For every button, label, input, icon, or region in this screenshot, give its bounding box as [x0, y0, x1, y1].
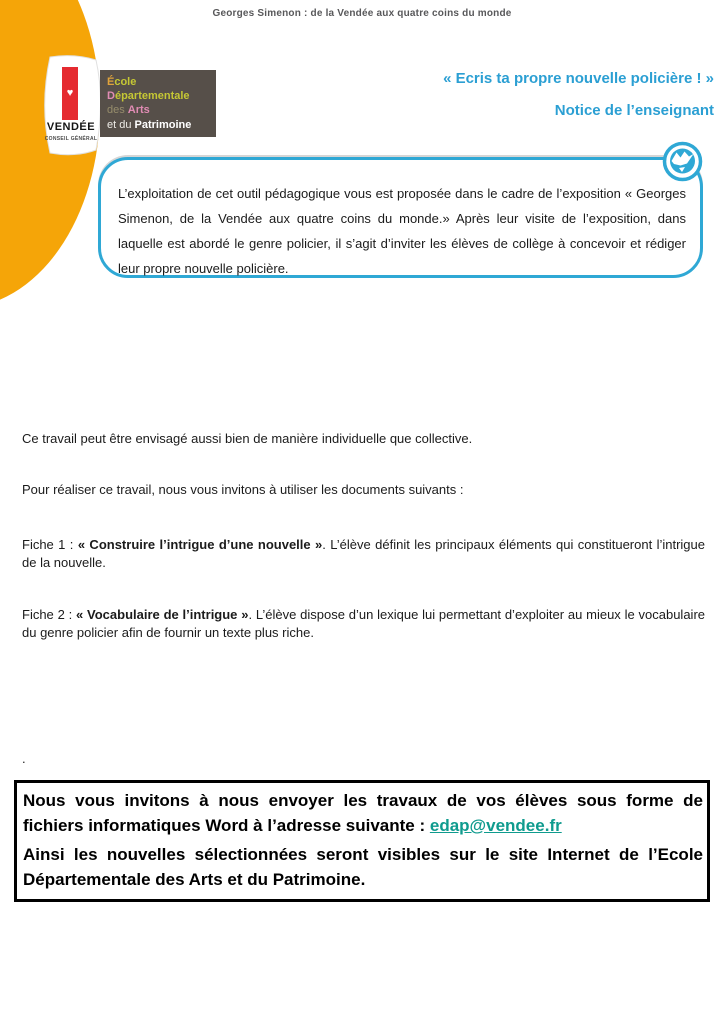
fiche2-prefix: Fiche 2 :: [22, 607, 77, 622]
edap-line-des-arts: des Arts: [107, 104, 150, 117]
email-link[interactable]: edap@vendee.fr: [429, 816, 562, 835]
footer-callout-box: [14, 780, 710, 902]
page-subtitle: Notice de l’enseignant: [554, 102, 714, 119]
conseil-general-label: CONSEIL GÉNÉRAL: [44, 136, 98, 142]
paragraph-documents-intro: Pour réaliser ce travail, nous vous invitons à utiliser les documents suivants :: [22, 482, 464, 497]
edap-line-departementale: Départementale: [107, 90, 190, 103]
page-title: « Ecris ta propre nouvelle policière ! »: [443, 70, 714, 87]
stray-period: .: [22, 751, 26, 766]
fiche1-description: . L’élève définit les principaux éléments qui constitueront l’intrigue de la nouvelle.: [22, 537, 705, 570]
vendee-wordmark: VENDÉE: [46, 121, 96, 133]
fiche1-prefix: Fiche 1 :: [22, 537, 78, 552]
double-heart-icon: ♥: [66, 87, 74, 99]
intro-bubble-text: L’exploitation de cet outil pédagogique vous est proposée dans le cadre de l’exposition « Georges Simenon, de la Vendée aux quatre coins du monde.» Après leur visite de l’exposition, dans laquelle est abordé le genre policier, il s’agit d’inviter les élèves de collège à concevoir et rédiger leur propre nouvelle policière.: [118, 186, 686, 276]
edap-line-patrimoine: et du Patrimoine: [107, 118, 192, 131]
footer-website-paragraph: Ainsi les nouvelles sélectionnées seront visibles sur le site Internet de l’Ecole Départementale des Arts et du Patrimoine.: [23, 845, 703, 889]
footer-invite-text: Nous vous invitons à nous envoyer les travaux de vos élèves sous forme de fichiers informatiques Word à l’adresse suivante :: [23, 791, 703, 835]
bird-splash-icon: [662, 141, 703, 182]
paragraph-individual-collective: Ce travail peut être envisagé aussi bien de manière individuelle que collective.: [22, 431, 473, 446]
fiche2-title: « Vocabulaire de l’intrigue »: [76, 607, 249, 622]
edap-line-ecole: École: [107, 76, 137, 88]
footer-invite-paragraph: [23, 788, 703, 838]
fiche1-title: « Construire l’intrigue d’une nouvelle »: [77, 537, 323, 552]
fiche2-description: . L’élève dispose d’un lexique lui permettant d’exploiter au mieux le vocabulaire du genre policier afin de fournir un texte plus riche.: [22, 607, 705, 640]
intro-bubble: [98, 157, 703, 278]
running-header: Georges Simenon : de la Vendée aux quatre coins du monde: [212, 8, 512, 19]
vendee-logo: [62, 67, 78, 120]
paragraph-fiche-1: [22, 536, 705, 572]
paragraph-fiche-2: [22, 606, 705, 642]
